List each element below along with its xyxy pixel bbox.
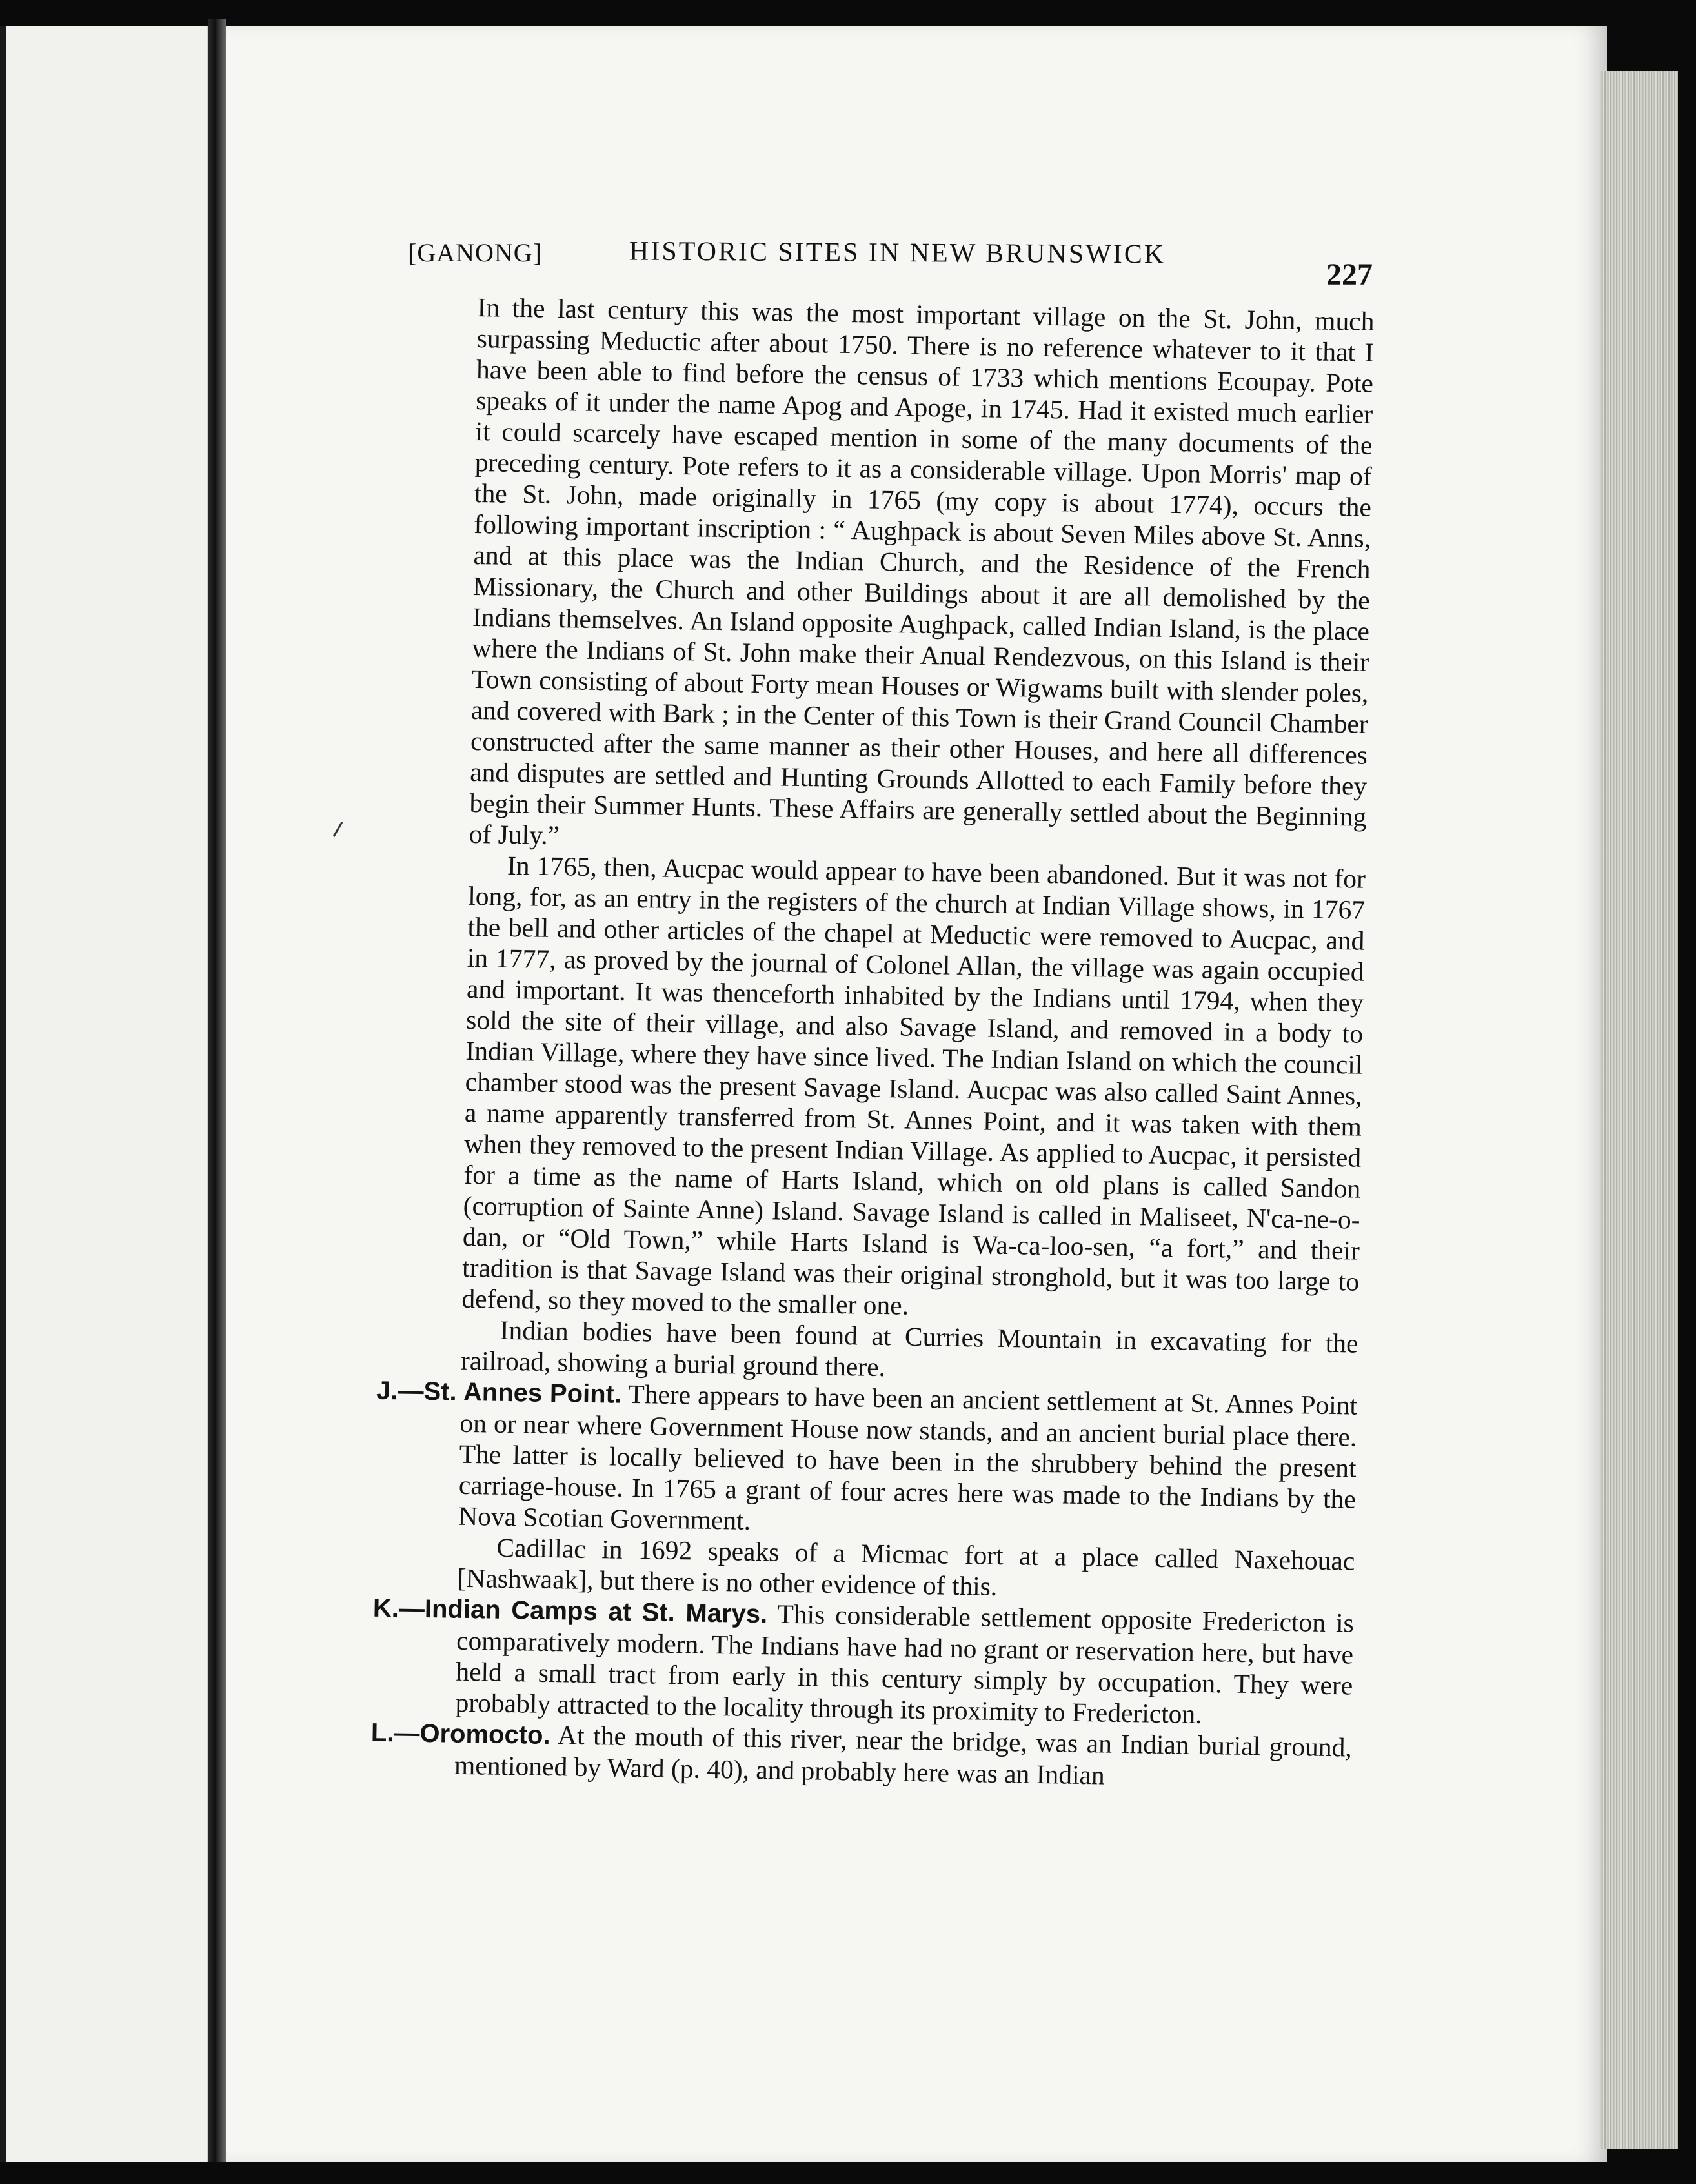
entry-label-k: K.—Indian Camps at St. Marys. [372, 1593, 768, 1629]
running-header-author: [GANONG] [408, 238, 542, 267]
entry-label-l: L.—Oromocto. [370, 1718, 551, 1750]
body-text [370, 292, 1375, 1795]
paragraph-curries-mountain: Indian bodies have been found at Curries Mountain in excavating for the railroad, showing a burial ground there. [460, 1315, 1358, 1382]
left-page [0, 26, 208, 2169]
entry-j [376, 1376, 1358, 1546]
entry-text-l: At the mouth of this river, near the bridge, was an Indian burial ground, mentioned by Ward (p. 40), and probably here was an Indian [454, 1720, 1353, 1790]
entry-text-k: This considerable settlement opposite Fredericton is comparatively modern. The Indians have had no grant or reservation here, but have held a small tract from early in this century simply by occupation. They were probably attracted to the locality through its proximity to Fredericton. [455, 1599, 1355, 1729]
scan-background-right [1678, 0, 1696, 2184]
left-page-edge [0, 26, 6, 2169]
entry-k [372, 1593, 1355, 1732]
scan-background-bottom [0, 2162, 1696, 2184]
book-gutter [208, 19, 226, 2175]
entry-followup-j: Cadillac in 1692 speaks of a Micmac fort at a place called Naxehouac [Nashwaak], but there is no other evidence of this. [457, 1532, 1355, 1601]
page-stack-edge [1600, 71, 1678, 2149]
entry-text-j: There appears to have been an ancient settlement at St. Annes Point on or near where Government House now stands, and an ancient burial place there. The latter is locally believed to have been in the shrubbery behind the present carriage-house. In 1765 a grant of four acres here was made to the Indians by the Nova Scotian Government. [458, 1379, 1358, 1535]
paragraph-aucpac-abandonment: In 1765, then, Aucpac would appear to have been abandoned. But it was not for long, for, as an entry in the registers of the church at Indian Village shows, in 1767 the bell and other articles of the chapel at Meductic were removed to Aucpac, and in 1777, as proved by the journal of Colonel Allan, the village was again occupied and important. It was thenceforth inhabited by the Indians until 1794, when they sold the site of their village, and also Savage Island, and removed in a body to Indian Village, where they have since lived. The Indian Island on which the council chamber stood was the present Savage Island. Aucpac was also called Saint Annes, a name apparently transferred from St. Annes Point, and it was taken with them when they removed to the present Indian Village. As applied to Aucpac, it persisted for a time as the name of Harts Island, which on old plans is called Sandon (corruption of Sainte Anne) Island. Savage Island is called in Maliseet, N'ca-ne-o-dan, or “Old Town,” while Harts Island is Wa-ca-loo-sen, “a fort,” and their tradition is that Savage Island was their original stronghold, but it was too large to defend, so they moved to the smaller one. [461, 850, 1366, 1320]
entry-label-j: J.—St. Annes Point. [376, 1376, 622, 1409]
running-header-title: HISTORIC SITES IN NEW BRUNSWICK [629, 236, 1166, 270]
page-number: 227 [1326, 258, 1373, 292]
paragraph-aucpac-history: In the last century this was the most important village on the St. John, much surpassing Meductic after about 1750. There is no reference whatever to it that I have been able to find before the census of 1733 which mentions Ecoupay. Pote speaks of it under the name Apog and Apoge, in 1745. Had it existed much earlier it could scarcely have escaped mention in some of the many documents of the preceding century. Pote refers to it as a considerable village. Upon Morris' map of the St. John, made originally in 1765 (my copy is about 1774), occurs the following important inscription : “ Aughpack is about Seven Miles above St. Anns, and at this place was the Indian Church, and the Residence of the French Missionary, the Church and other Buildings about it are all demolished by the Indians themselves. An Island opposite Aughpack, called Indian Island, is the place where the Indians of St. John make their Anual Rendezvous, on this Island is their Town consisting of about Forty mean Houses or Wigwams built with slender poles, and covered with Bark ; in the Center of this Town is their Grand Council Chamber constructed after the same manner as their other Houses, and here all differences and disputes are settled and Hunting Grounds Allotted to each Family before they begin their Summer Hunts. These Affairs are generally settled about the Beginning of July.” [469, 292, 1375, 851]
